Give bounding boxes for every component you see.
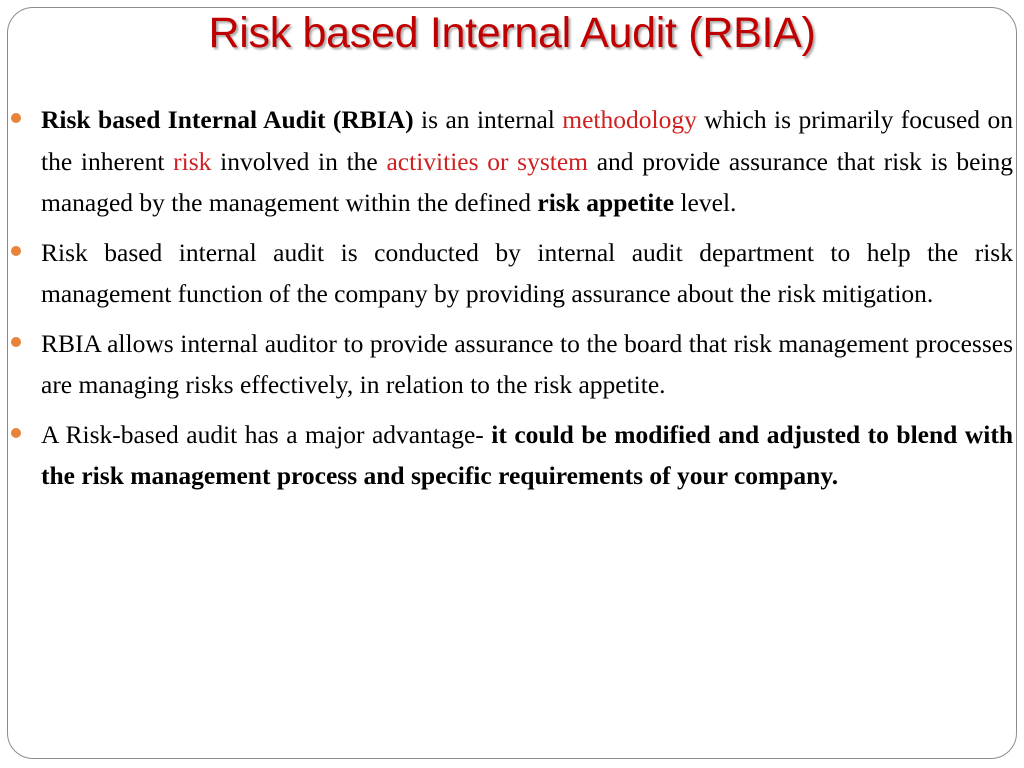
bullet-text: is an internal <box>413 105 563 134</box>
bullet-list <box>41 99 1013 505</box>
bullet-item <box>41 99 1013 224</box>
bullet-text: and provide assurance that risk is being managed by the management within the defined <box>41 146 1013 217</box>
bullet-text-highlight: activities or system <box>386 146 589 176</box>
bullet-text-bold: it could be modified and adjusted to blend with the risk management process and specific requirements of your company. <box>41 419 1013 490</box>
bullet-text-highlight: methodology <box>562 105 697 134</box>
bullet-text: Risk based internal audit is conducted by internal audit department to help the risk management function of the company by providing assurance about the risk mitigation. <box>41 237 1013 308</box>
bullet-text: RBIA allows internal auditor to provide assurance to the board that risk management processes are managing risks effectively, in relation to the risk appetite. <box>41 328 1013 399</box>
bullet-dot-icon <box>11 246 21 256</box>
bullet-text: A Risk-based audit has a major advantage- <box>41 419 492 449</box>
slide-title: Risk based Internal Audit (RBIA) <box>208 9 816 57</box>
bullet-item <box>41 232 1013 315</box>
bullet-item <box>41 414 1013 497</box>
bullet-text: involved in the <box>211 146 387 176</box>
bullet-dot-icon <box>11 113 21 123</box>
bullet-text-bold: risk appetite <box>537 188 675 217</box>
bullet-dot-icon <box>11 428 21 438</box>
bullet-text: level. <box>674 188 737 217</box>
bullet-text: which is primarily focused on the inherent <box>41 105 1013 176</box>
bullet-text-bold: Risk based Internal Audit (RBIA) <box>41 105 414 134</box>
bullet-item <box>41 323 1013 406</box>
bullet-dot-icon <box>11 337 21 347</box>
bullet-text-highlight: risk <box>173 146 212 176</box>
